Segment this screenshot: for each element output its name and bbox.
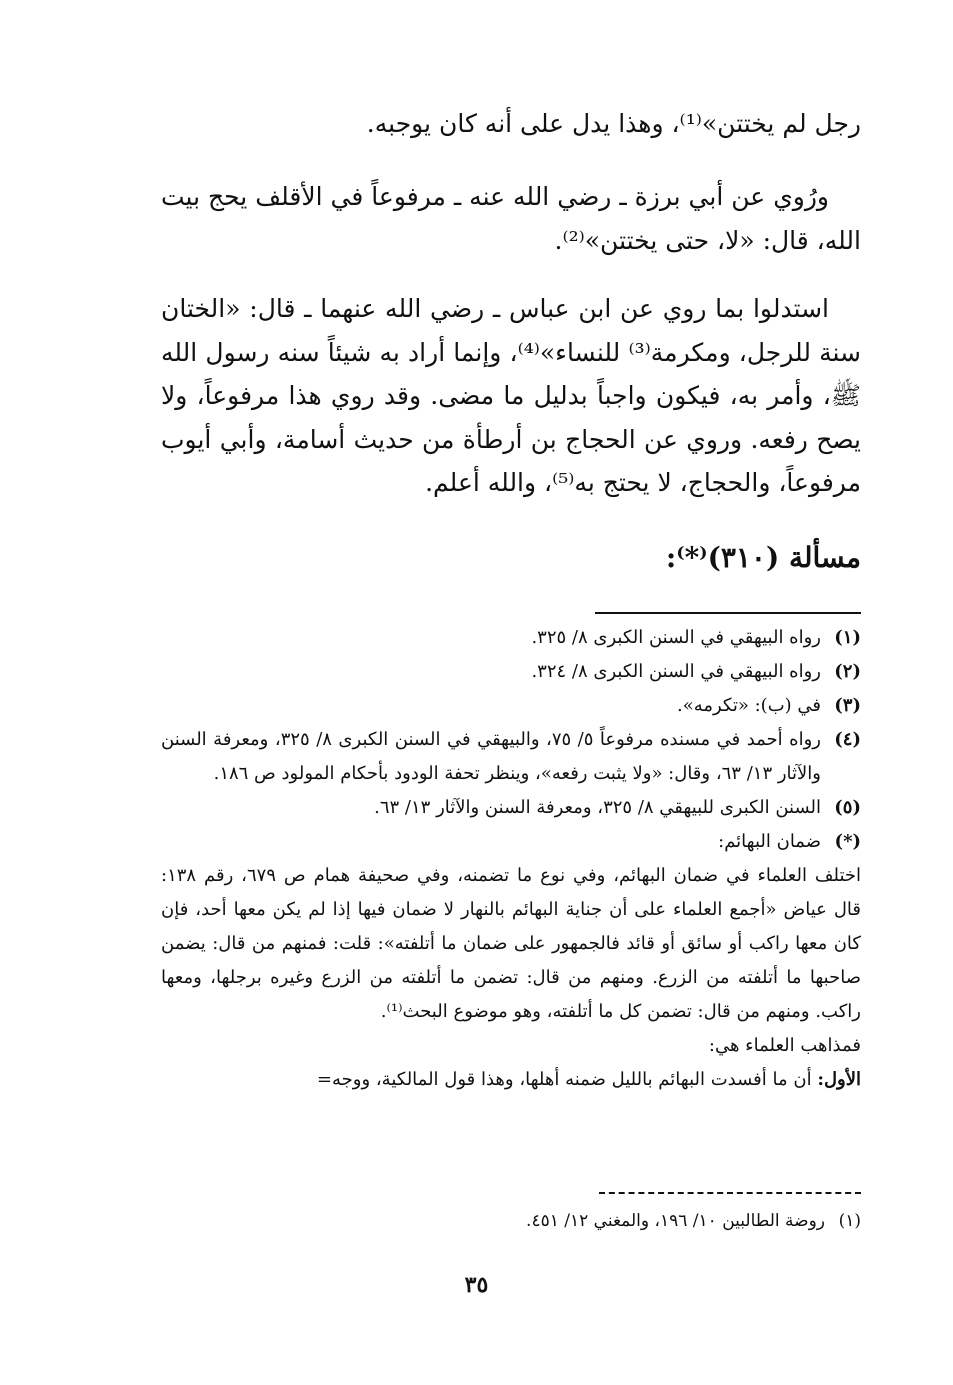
paragraph-3: استدلوا بما روي عن ابن عباس ـ رضي الله عنهما ـ قال: «الختان سنة للرجل، ومكرمة⁽³⁾ للنساء»⁽⁴⁾، وإنما أراد به شيئاً سنه رسول الله ﷺ، وأمر به، فيكون واجباً بدليل ما مضى. وقد روي هذا مرفوعاً، ولا يصح رفعه. وروي عن الحجاج بن أرطأة من حديث أسامة، وأبي أيوب مرفوعاً، والحجاج، لا يحتج به⁽⁵⁾، والله أعلم. (161, 294, 861, 497)
footnote-text: في (ب): «تكرمه». (676, 695, 821, 716)
footnote-item (161, 791, 861, 825)
footnote-item (161, 825, 861, 859)
paragraph-2: ورُوي عن أبي برزة ـ رضي الله عنه ـ مرفوعاً في الأقلف يحج بيت الله، قال: «لا، حتى يختتن»⁽²⁾. (161, 182, 861, 255)
first-view-text: أن ما أفسدت البهائم بالليل ضمنه أهلها، وهذا قول المالكية، ووجه= (316, 1069, 812, 1090)
footnote-item (161, 689, 861, 723)
issue-heading: مسألة (٣١٠)⁽*⁾: (665, 541, 861, 574)
long-footnote-text: اختلف العلماء في ضمان البهائم، وفي نوع ما تضمنه، وفي صحيفة همام ص ٦٧٩، رقم ١٣٨: قال عياض «أجمع العلماء على أن جناية البهائم بالنهار لا ضمان فيها إذا لم يكن معها أحد، فإن كان معها راكب أو سائق أو قائد فالجمهور على ضمان ما أتلفته»: قلت: فمنهم من قال: يضمن صاحبها ما أتلفته من الزرع. ومنهم من قال: تضمن ما أتلفته من الزرع وغيره برجلها، ومعها راكب. ومنهم من قال: تضمن كل ما أتلفته، وهو موضوع البحث⁽¹⁾. (161, 865, 861, 1022)
page-number: ٣٥ (464, 1272, 489, 1298)
madhahib-line: فمذاهب العلماء هي: (708, 1035, 861, 1056)
footnote-number: (٥) (834, 797, 861, 818)
first-view-label: الأول: (817, 1069, 861, 1090)
paragraph-1: رجل لم يختتن»⁽¹⁾، وهذا يدل على أنه كان يوجبه. (366, 109, 861, 138)
footnote-text: رواه البيهقي في السنن الكبرى ٨/ ٣٢٤. (531, 661, 821, 682)
footnote-number: (٤) (834, 729, 861, 750)
footnotes-block (161, 621, 861, 1097)
footnote-text: السنن الكبرى للبيهقي ٨/ ٣٢٥، ومعرفة السنن والآثار ١٣/ ٦٣. (374, 797, 821, 818)
footnote-text: رواه البيهقي في السنن الكبرى ٨/ ٣٢٥. (531, 627, 821, 648)
dashed-separator (599, 1192, 861, 1194)
footnote-item (161, 655, 861, 689)
footnote-text: روضة الطالبين ١٠/ ١٩٦، والمغني ١٢/ ٤٥١. (526, 1211, 825, 1231)
footnote-text: ضمان البهائم: (718, 831, 821, 852)
bottom-footnote (161, 1206, 861, 1236)
footnote-number: (*) (834, 831, 861, 852)
footnote-item (161, 621, 861, 655)
footnote-text: رواه أحمد في مسنده مرفوعاً ٥/ ٧٥، والبيهقي في السنن الكبرى ٨/ ٣٢٥، ومعرفة السنن والآثار ١٣/ ٦٣، وقال: «ولا يثبت رفعه»، وينظر تحفة الودود بأحكام المولود ص ١٨٦. (161, 729, 821, 784)
footnote-number: (٣) (834, 695, 861, 716)
footnote-number: (١) (834, 627, 861, 648)
footnote-number: (٢) (834, 661, 861, 682)
footnote-item (161, 723, 861, 791)
footnote-separator (595, 612, 861, 614)
footnote-number: (١) (838, 1211, 861, 1231)
first-view-line (161, 1063, 861, 1097)
